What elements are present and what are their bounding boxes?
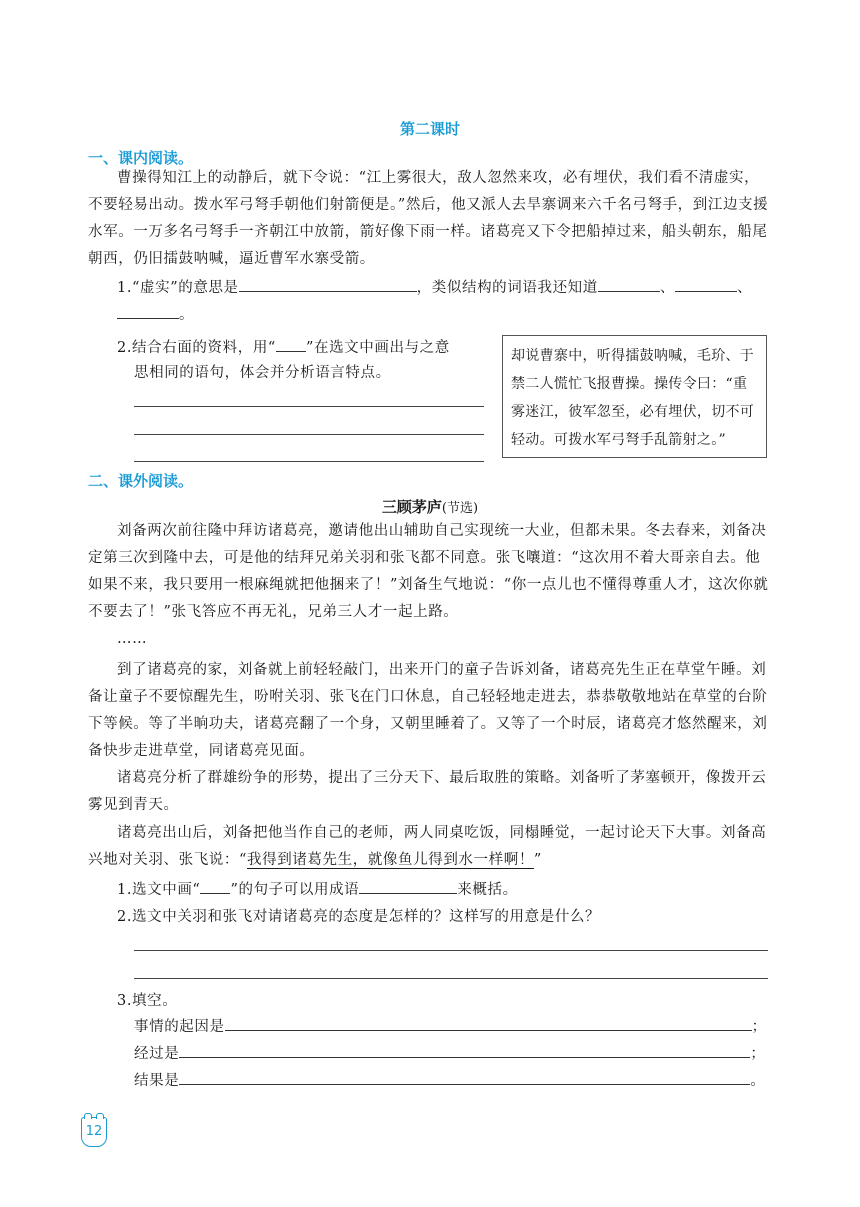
story-paragraph-1: 刘备两次前往隆中拜访诸葛亮，邀请他出山辅助自己实现统一大业，但都未果。冬去春来，刘备决定第三次到隆中去，可是他的结拜兄弟关羽和张飞都不同意。张飞嚷道：“这次用不着大哥亲自去。他如果不来，我只要用一根麻绳就把他捆来了！”刘备生气地说：“你一点儿也不懂得尊重人才，这次你就不要去了！”张飞答应不再无礼，兄弟三人才一起上路。 (88, 523, 769, 620)
s2q1-a: 1.选文中画“ (117, 882, 201, 898)
section1-question-1-cont (117, 302, 194, 329)
s2q1-underline-sample (200, 879, 230, 894)
s2q1-c: 来概括。 (457, 882, 518, 898)
q1-answer-blank-word-2[interactable] (675, 277, 737, 292)
para4-a: 诸葛亮出山后，刘备把他当作自己的老师，两人同桌吃饭，同榻睡觉，一起讨论天下大事。刘备高兴地对关羽、张飞说：“ (88, 825, 767, 868)
story-ellipsis: …… (117, 631, 148, 647)
page-number-badge: 12 (81, 1117, 107, 1147)
q3-process-blank[interactable] (179, 1043, 750, 1058)
story-title-row (0, 496, 860, 517)
section1-question-1 (117, 275, 777, 302)
q2-answer-line-3[interactable] (134, 461, 484, 462)
lesson-title: 第二课时 (399, 120, 460, 138)
section1-question-2-line2: 思相同的语句，体会并分析语言特点。 (134, 365, 391, 381)
section-heading-in-class-reading: 一、课内阅读。 (88, 149, 194, 167)
section-heading-extracurricular-reading: 二、课外阅读。 (88, 472, 194, 490)
section2-question-1 (117, 877, 518, 904)
q3-cause-end: ； (751, 1019, 767, 1035)
q3-result-row (134, 1068, 774, 1095)
q1-prefix: 1.“虚实”的意思是 (117, 280, 239, 296)
story-title: 三顾茅庐 (381, 498, 442, 516)
para4-underlined-sentence: 我得到诸葛先生，就像鱼儿得到水一样啊！ (247, 852, 534, 868)
s2q1-b: ”的句子可以用成语 (230, 882, 360, 898)
section1-passage: 曹操得知江上的动静后，就下令说：“江上雾很大，敌人忽然来攻，必有埋伏，我们看不清虚实，不要轻易出动。拨水军弓弩手朝他们射箭便是。”然后，他又派人去旱寨调来六千名弓弩手，到江边支援水军。一万多名弓弩手一齐朝江中放箭，箭好像下雨一样。诸葛亮又下令把船掉过来，船头朝东，船尾朝西，仍旧擂鼓呐喊，逼近曹军水寨受箭。 (88, 170, 769, 267)
q2-answer-line-1[interactable] (134, 406, 484, 407)
q1-sep-1: 、 (659, 280, 675, 296)
q2-line1-b: ”在选文中画出与之意 (305, 340, 450, 356)
section2-question-3: 3.填空。 (117, 993, 178, 1009)
q1-answer-blank-word-1[interactable] (598, 277, 660, 292)
q2-line1-a: 2.结合右面的资料，用“ (117, 340, 276, 356)
q1-answer-blank-word-3[interactable] (117, 304, 179, 319)
q3-result-label: 结果是 (134, 1073, 180, 1089)
s2q2-answer-line-2[interactable] (134, 978, 768, 979)
story-title-note: (节选) (441, 501, 479, 516)
para4-c: ” (533, 852, 542, 868)
section1-question-2 (117, 335, 450, 362)
q3-process-end: ； (750, 1046, 766, 1062)
q3-cause-label: 事情的起因是 (134, 1019, 225, 1035)
q1-middle: ，类似结构的词语我还知道 (416, 280, 598, 296)
q3-process-label: 经过是 (134, 1046, 180, 1062)
q1-answer-blank-meaning[interactable] (239, 277, 417, 292)
story-paragraph-2: 到了诸葛亮的家，刘备就上前轻轻敲门，出来开门的童子告诉刘备，诸葛亮先生正在草堂午睡。刘备让童子不要惊醒先生，吩咐关羽、张飞在门口休息，自己轻轻地走进去，恭恭敬敬地站在草堂的台阶下等候。等了半晌功夫，诸葛亮翻了一个身，又朝里睡着了。又等了一个时辰，诸葛亮才悠然醒来，刘备快步走进草堂，同诸葛亮见面。 (88, 662, 768, 759)
s2q2-answer-line-1[interactable] (134, 950, 768, 951)
q1-sep-2: 、 (736, 280, 753, 296)
q3-process-row (134, 1041, 774, 1068)
story-paragraph-3: 诸葛亮分析了群雄纷争的形势，提出了三分天下、最后取胜的策略。刘备听了茅塞顿开，像拨开云雾见到青天。 (88, 770, 767, 813)
q2-underline-sample (276, 337, 306, 352)
q3-cause-blank[interactable] (225, 1016, 752, 1031)
q3-result-end: 。 (750, 1073, 766, 1089)
q2-answer-line-2[interactable] (134, 434, 484, 435)
q3-result-blank[interactable] (179, 1070, 750, 1085)
reference-material-box (502, 335, 767, 458)
s2q1-answer-blank[interactable] (359, 879, 457, 894)
story-paragraph-4 (88, 820, 770, 874)
reference-text: 却说曹寨中，听得擂鼓呐喊，毛玠、于禁二人慌忙飞报曹操。操传令曰：“重雾迷江，彼军忽至，必有埋伏，切不可轻动。可拨水军弓弩手乱箭射之。” (511, 348, 755, 448)
q1-end: 。 (179, 307, 195, 323)
section2-question-2: 2.选文中关羽和张飞对请诸葛亮的态度是怎样的？这样写的用意是什么？ (117, 909, 601, 925)
q3-cause-row (134, 1014, 774, 1041)
